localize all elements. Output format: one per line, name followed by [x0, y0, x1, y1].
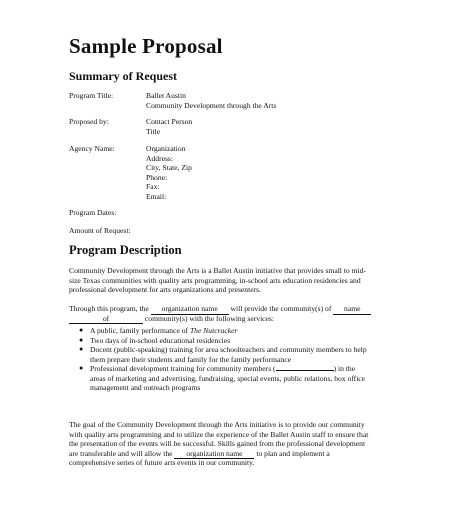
- services-list: [77, 326, 437, 393]
- goal-suffix: to plan and implement a: [256, 448, 330, 458]
- agency-line: Phone:: [146, 172, 168, 182]
- bullet-text: ) in the: [333, 364, 356, 373]
- bullet-icon: ●: [79, 345, 84, 353]
- name-blank-text: name: [344, 304, 361, 313]
- agency-line: City, State, Zip: [146, 163, 192, 172]
- paragraph-line: the presentation of the events will be successful. Skills gained from the professional development: [69, 439, 366, 448]
- paragraph-line: [69, 449, 441, 459]
- program-title-line: Community Development through the Arts: [146, 100, 277, 110]
- document-title: Sample Proposal: [69, 34, 223, 58]
- through-middle: will provide the community(s) of: [230, 304, 332, 313]
- agency-line: Organization: [146, 144, 186, 153]
- agency-line: Fax:: [146, 182, 160, 191]
- paragraph-line: size Texas communities with quality arts programming, in-school arts education residencies and: [69, 275, 361, 285]
- paragraph-line: Community Development through the Arts is a Ballet Austin initiative that provides small to mid-: [69, 266, 366, 275]
- paragraph-line: [69, 304, 441, 314]
- program-title-line: Ballet Austin: [146, 91, 186, 100]
- list-item: [77, 336, 437, 346]
- amount-label: Amount of Request:: [69, 226, 131, 235]
- agency-line: Email:: [146, 191, 167, 201]
- bullet-icon: ●: [79, 364, 84, 372]
- paragraph-line: The goal of the Community Development through the Arts initiative is to provide our community: [69, 420, 365, 429]
- community-of-blank[interactable]: [69, 315, 143, 325]
- summary-heading: Summary of Request: [69, 69, 177, 83]
- paragraph-line: [69, 314, 441, 324]
- program-dates-label: Program Dates:: [69, 208, 117, 217]
- organization-name-blank[interactable]: organization name: [174, 450, 254, 460]
- proposed-by-label: Proposed by:: [69, 117, 109, 126]
- through-prefix: Through this program, the: [69, 304, 149, 313]
- list-item: [77, 345, 437, 364]
- goal-paragraph: [69, 420, 441, 468]
- agency-value: [146, 144, 192, 201]
- paragraph-line: comprehensive series of future arts events in our community.: [69, 458, 255, 467]
- agency-line: Address:: [146, 153, 173, 163]
- bullet-icon: ●: [79, 326, 84, 334]
- intro-paragraph: [69, 266, 441, 295]
- through-paragraph: [69, 304, 441, 323]
- goal-prefix: are transferable and will allow the: [69, 448, 173, 458]
- bullet-text: Two days of in-school educational residencies: [90, 335, 231, 345]
- list-item: [77, 364, 437, 393]
- organization-name-blank[interactable]: organization name: [151, 305, 229, 315]
- proposed-by-line: Title: [146, 126, 161, 136]
- of-blank-text: of: [102, 313, 110, 323]
- paragraph-line: professional development for arts organizations and presenters.: [69, 285, 261, 294]
- bullet-icon: ●: [79, 335, 84, 344]
- community-name-blank[interactable]: [333, 305, 371, 315]
- community-suffix: community(s): [144, 313, 188, 323]
- bullet-text: them prepare their students and family for the family performance: [90, 354, 291, 364]
- program-title-value: [146, 91, 276, 110]
- program-title-label: Program Title:: [69, 91, 114, 100]
- nutcracker-title: The Nutcracker: [189, 326, 238, 335]
- paragraph-line: with quality arts programming and to utilize the experience of the Ballet Austin staff to ensure that: [69, 429, 369, 439]
- bullet-text: areas of marketing and advertising, fundraising, special events, public relations, box office: [90, 373, 366, 383]
- proposed-by-line: Contact Person: [146, 117, 193, 126]
- proposed-by-value: [146, 117, 192, 136]
- list-item: [77, 326, 437, 336]
- bullet-text: Docent (public-speaking) training for area schoolteachers and community members to help: [90, 345, 367, 354]
- bullet-text: A public, family performance of: [90, 326, 190, 335]
- agency-label: Agency Name:: [69, 144, 115, 153]
- bullet-text: management and outreach programs: [90, 383, 201, 392]
- program-description-heading: Program Description: [69, 243, 182, 257]
- bullet-text: Professional development training for community members (: [90, 364, 276, 373]
- community-members-blank[interactable]: [276, 370, 334, 371]
- services-text: with the following services:: [189, 313, 274, 323]
